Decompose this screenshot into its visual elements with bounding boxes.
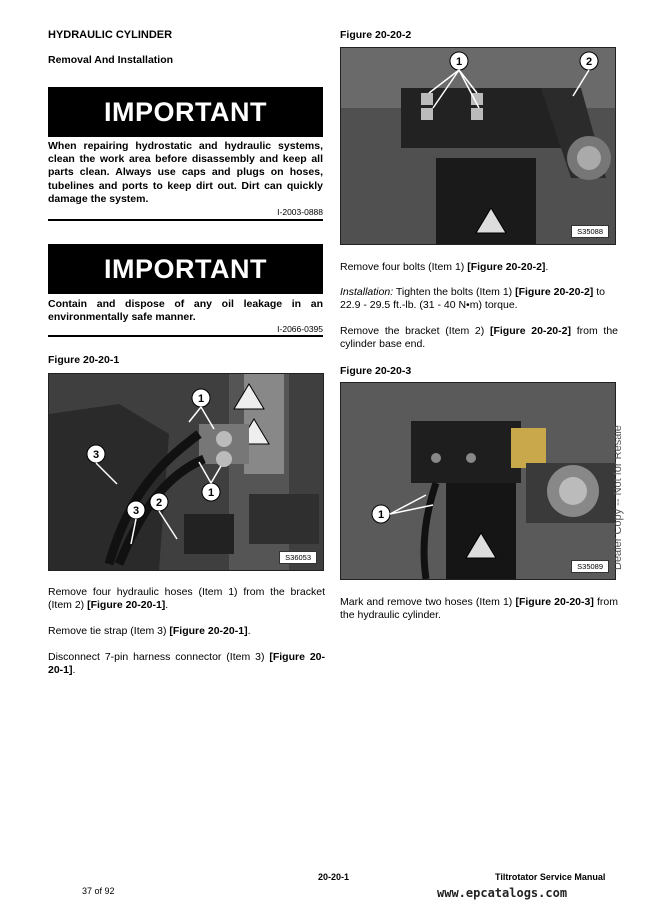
side-note: Dealer Copy -- Not for Resale [612,425,624,570]
important-code-2: I-2066-0395 [277,324,323,334]
instruction-remove-hoses: Remove four hydraulic hoses (Item 1) from the bracket (Item 2) [Figure 20-20-1]. [48,586,325,612]
figure-3-photo [340,382,616,580]
section-title: HYDRAULIC CYLINDER [48,29,173,41]
callout-1: 1 [455,56,463,68]
instruction-remove-bolts: Remove four bolts (Item 1) [Figure 20-20-2]. [340,261,549,273]
important-text-1: When repairing hydrostatic and hydraulic systems, clean the work area before disassembly and keep all parts clean. Always use caps and plugs on hoses, tubelines and ports to keep dirt out. Dirt can quickly damage the system. [48,140,323,205]
figure-2-photo [340,47,616,245]
page-number: 20-20-1 [318,872,350,882]
instruction-remove-two-hoses: Mark and remove two hoses (Item 1) [Figure 20-20-3] from the hydraulic cylinder. [340,596,619,622]
important-banner-2: IMPORTANT [48,244,323,294]
footer-url[interactable]: www.epcatalogs.com [437,886,568,900]
instruction-disconnect-harness: Disconnect 7-pin harness connector (Item 3) [Figure 20-20-1]. [48,651,325,677]
divider [48,219,323,221]
page-count: 37 of 92 [82,886,115,896]
divider [48,335,323,337]
important-text-2: Contain and dispose of any oil leakage in an environmentally safe manner. [48,298,323,324]
figure-1-photo [48,373,324,571]
important-banner-1: IMPORTANT [48,87,323,137]
photo-code: S35089 [571,560,609,573]
callout-1: 1 [377,509,385,521]
figure-2-label: Figure 20-20-2 [340,29,412,41]
instruction-remove-tie-strap: Remove tie strap (Item 3) [Figure 20-20-1]. [48,625,251,637]
important-code-1: I-2003-0888 [277,207,323,217]
figure-1-label: Figure 20-20-1 [48,354,120,366]
instruction-remove-bracket: Remove the bracket (Item 2) [Figure 20-20-2] from the cylinder base end. [340,325,619,351]
callout-3: 3 [132,505,140,517]
photo-code: S36053 [279,551,317,564]
figure-3-label: Figure 20-20-3 [340,365,412,377]
manual-title: Tiltrotator Service Manual [495,872,606,882]
subsection-title: Removal And Installation [48,54,174,66]
callout-3: 3 [92,449,100,461]
callout-2: 2 [585,56,593,68]
callout-2: 2 [155,497,163,509]
callout-1: 1 [197,393,205,405]
instruction-installation-torque: Installation: Tighten the bolts (Item 1) [Figure 20-20-2] to 22.9 - 29.5 ft.-lb. (31 - 40 N•m) torque. [340,286,605,312]
callout-1: 1 [207,487,215,499]
photo-code: S35088 [571,225,609,238]
